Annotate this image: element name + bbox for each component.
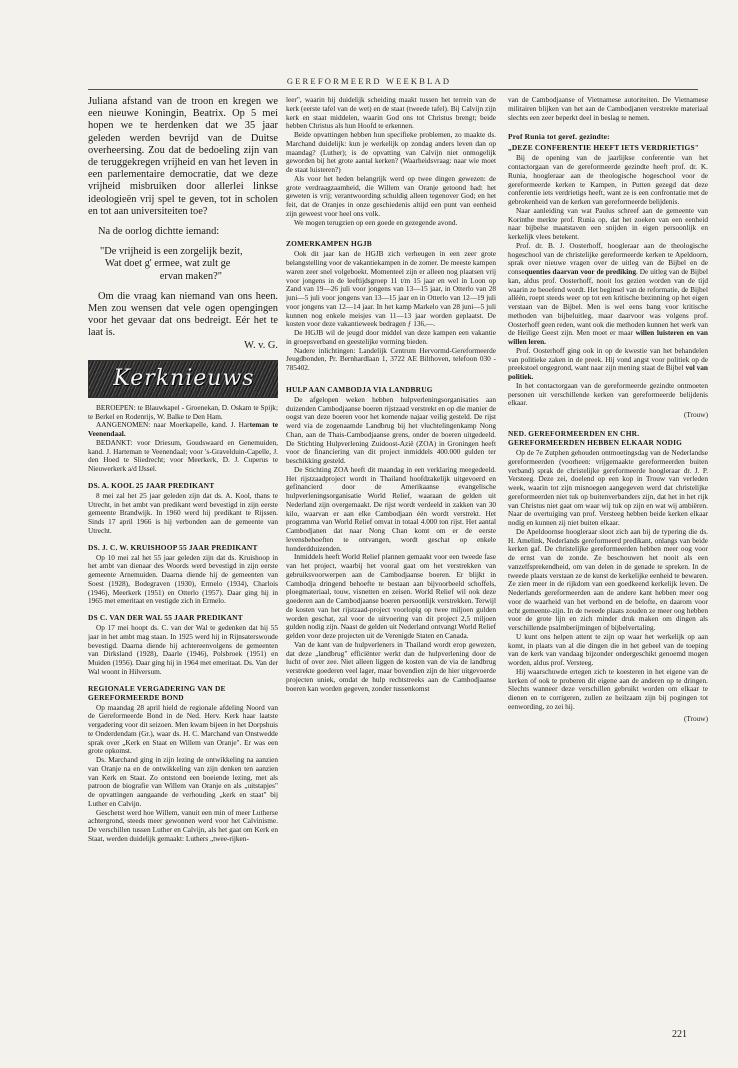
article-paragraph: 8 mei zal het 25 jaar geleden zijn dat ds. A. Kool, thans te Utrecht, in het ambt van predikant werd bevestigd in zijn eerste gemeente Brandwijk. In 1960 werd hij predikant te Rijssen. Sinds 17 april 1966 is hij verbonden aan de gemeente van Utrecht. bbox=[88, 490, 278, 535]
news-item bbox=[88, 421, 278, 439]
news-item: BEROEPEN: te Blauwkapel - Groenekan, D. Oskam te Spijk; te Berkel en Rodenrijs, W. Balke te Den Ham. bbox=[88, 402, 278, 421]
section-heading: REGIONALE VERGADERING VAN DE GEREFORMEERDE BOND bbox=[88, 683, 226, 702]
article-paragraph: Van de kant van de hulpverleners in Thailand wordt erop gewezen, dat deze „landbrug" efficiënter werkt dan de hulpverlening door de lucht of over zee. Niet alleen liggen de kosten van de via de landbrug verstrekte goederen veel lager, maar bovendien zijn de hier uitgevoerde projecten uniek, omdat de hulp rechtstreeks aan de Cambodjaanse boeren kan worden gegeven, zonder tussenkomst bbox=[286, 639, 496, 693]
article-paragraph: Ook dit jaar kan de HGJB zich verheugen in een zeer grote belangstelling voor de vakantiekampen in de zomer. De meeste kampen waren zeer snel volgeboekt. Momenteel zijn er alleen nog plaatsen vrij voor jongens in de leeftijdsgroep 11 t/m 15 jaar en wel in Loon op Zand van 19—26 juli voor jongens van 13—15 jaar, in Otterlo van 28 juni—5 juli voor jongens van 13—15 jaar en in Otterlo van 12—19 juli voor jongens van 12—14 jaar. In het kamp Markelo van 28 juni—5 juli kunnen nog enkele meisjes van 11—13 jaar worden geplaatst. De kosten voor deze vakantieweek bedragen ƒ 136,—. bbox=[286, 249, 496, 329]
section-heading: DS C. VAN DER WAL 55 JAAR PREDIKANT bbox=[88, 613, 243, 623]
article-paragraph: Naar aanleiding van wat Paulus schreef aan de gemeente van Korinthe merkte prof. Runia op, dat het zoeken van een eenheid naar bijbelse maatstaven een snijden in eigen persoonlijk en kerkelijk vlees betekent. bbox=[508, 205, 708, 241]
source-credit: (Trouw) bbox=[683, 410, 708, 419]
article-paragraph bbox=[508, 347, 708, 382]
page-number: 221 bbox=[672, 1029, 687, 1040]
section-heading: ZOMERKAMPEN HGJB bbox=[286, 239, 372, 249]
source-credit: (Trouw) bbox=[683, 713, 708, 723]
article-paragraph: U kunt ons helpen attent te zijn op waar het werkelijk op aan komt, in plaats van al die dingen die in het gebeel van de toeping van de kerk van vandaag bijzonder ondergeschikt genoemd mogen worden, aldus prof. Versteeg. bbox=[508, 631, 708, 667]
article-paragraph: De Stichting ZOA heeft dit maandag in een verklaring meegedeeld. Het rijstzaadproject wordt in Thailand hoofdzakelijk uitgevoerd en gefinancierd door de Amerikaanse evangelische hulpverleningsorganisatie World Relief, waaraan de gelden uit Nederland zijn overgemaakt. De rijst wordt verdeeld in zakken van 30 kilo, waarvan er aan elke Cambodjaan één wordt verstrekt. Het programma van World Relief omvat in totaal 4.000 ton rijst. Het aantal Cambodjanen dat naar Nong Chan komt om er de eerste levensbehoeften te ontvangen, wordt geschat op enkele honderdduizenden. bbox=[286, 464, 496, 553]
article-paragraph: leer", waarin hij duidelijk scheiding maakt tussen het terrein van de kerk (eerste tafel van de wet) en de staat (tweede tafel). Bij Calvijn zijn kerk en staat middelen, waarin God ons tot Christus brengt; beide hebben Christus als hun Hoofd te erkennen. bbox=[286, 96, 496, 131]
article-paragraph: Op 10 mei zal het 55 jaar geleden zijn dat ds. Kruishoop in het ambt van dienaar des Woords werd bevestigd in zijn eerste gemeente Arnemuiden. Daarna diende hij de gemeenten van Soest (1928), Bodegraven (1930), Ermelo (1934), Charlois (1946), Meerkerk (1951) en Otterlo (1957). Daar ging hij in 1965 met emeritaat en vestigde zich in Ermelo. bbox=[88, 552, 278, 606]
column-3 bbox=[508, 96, 708, 1021]
banner-title: Kerknieuws bbox=[113, 365, 255, 391]
article-text-bold: quenties daarvan voor de prediking bbox=[524, 267, 636, 276]
article-paragraph: Nadere inlichtingen: Landelijk Centrum Hervormd-Gereformeerde Jeugdbonden, Pr. Bernhardlaan 1, 3722 AE Bilthoven, telefoon 030 - 785402. bbox=[286, 345, 496, 372]
article-paragraph: Op de 7e Zutphen gehouden ontmoetingsdag van de Nederlandse gereformeerden (voorheen: vrijgemaakte gereformeerden buiten verband) sprak de christelijke gereformeerde hoogleraar dr. J. P. Versteeg. Deze zei, doelend op een kop in Trouw van verleden week, waarin tot zijn misnoegen aangegeven werd dat christelijke gereformeerden niet tuk op buitenverbanders zijn, dat het in het rijk van Christus niet gaat om waar wij tuk op zijn en wat wij ambiëren. Naar de overtuiging van prof. Versteeg hebben beide kerken elkaar nodig en kunnen zij niet buiten elkaar. bbox=[508, 448, 708, 527]
article-paragraph: Hij waarschuwde ertegen zich te koesteren in het eigene van de kerken of ook te proberen dit eigene aan de anderen op te dringen. Slechts wanneer deze verschillen gebruikt worden om elkaar te dienen en te corrigeren, zullen ze heilzaam zijn bij pogingen tot eenwording, zo zei hij. bbox=[508, 666, 708, 711]
column-1 bbox=[88, 96, 278, 1026]
news-item: BEDANKT: voor Driesum, Goudswaard en Genemuiden, kand. J. Harteman te Veenendaal; voor 's-Gravelduin-Capelle, J. den Hoed te Sliedrecht; voor Meerkerk, D. J. Cuperus te Nieuwerkerk a/d IJssel. bbox=[88, 437, 278, 474]
section-heading: NED. GEREFORMEERDEN EN CHR. GEREFORMEERDEN HEBBEN ELKAAR NODIG bbox=[508, 429, 683, 447]
article-paragraph: Als voor het heden belangrijk werd op twee dingen gewezen: de grote verdraagzaamheid, die Willem van Oranje getoond had: het geweten is vrij; verantwoording schuldig alleen tegenover God; en het feit, dat de Oranjes in onze geschiedenis altijd een punt van eenheid zijn geweest voor heel ons volk. bbox=[286, 173, 496, 218]
article-text: . De uitleg van de Bijbel kan, aldus prof. Oosterhoff, nooit los gezien worden van de tijd waarin ze beoefend wordt. Het beginsel van de reformatie, de Bijbel alléén, roept steeds weer op tot een kritische bezinning op het eigen verstaan van de Bijbel. Men is wel eens bang voor kritische methoden van bijbeluitleg, maar daarvoor was volgens prof. Oosterhoff geen reden, want ook die methoden kunnen het werk van de Heilige Geest zijn. Men moet er maar bbox=[508, 267, 708, 338]
news-text: AANGENOMEN: naar Moerkapelle, kand. J. Har bbox=[96, 420, 250, 430]
article-text: Prof. Oosterhoff ging ook in op de kwestie van het behandelen van politieke zaken in de preek. Hij vond angst voor politiek op de preekstoel ongegrond, want naar zijn mening staat de Bijbel bbox=[508, 345, 708, 373]
article-paragraph: De Apeldoornse hoogleraar sloot zich aan bij de typering die ds. H. Amelink, Nederlands gereformeerd predikant, onlangs van beide kerken gaf. De christelijke gereformeerden hebben meer oog voor de ernst van de zonde. Ze beschouwen het nooit als een vanzelfsprekendheid, om van delen in de genade te spreken. In de tweede plaats verstaan ze de kunst de kerkelijke eenheid te bewaren. Ze zien meer in de rijkdom van een goedkeend kerkelijk leven. De Nederlands gereformeerden aan de andere kant hebben meer oog voor de waarheid van het verbond en de belofte, en daarom voor echt gemeente-zijn. In de tweede plaats zouden ze meer oog hebben voor de grote lijn en zich minder druk maken om dingen als verschillende psalmberijmingen of bijbelvertaling. bbox=[508, 526, 708, 632]
article-text: Prof. dr. B. J. Oosterhoff, hoogleraar aan de theologische hogeschool van de christelijke gereformeerde kerken te Apeldoorn, sprak over nieuwe vragen over de uitleg van de Bijbel en de conse bbox=[508, 240, 708, 276]
poem-line: "De vrijheid is een zorgelijk bezit, bbox=[100, 246, 243, 258]
news-text-bold: teman te Veenendaal. bbox=[88, 420, 278, 439]
kerknieuws-banner bbox=[88, 360, 278, 398]
article-paragraph: We mogen terugzien op een goede en gezegende avond. bbox=[294, 217, 458, 227]
article-paragraph: van de Cambodjaanse of Vietnamese autoriteiten. De Vietnamese militairen blijken van het aan de Cambodjanen verstrekte materiaal slechts een zeer beperkt deel in beslag te nemen. bbox=[508, 96, 708, 122]
article-paragraph: Bij de opening van de jaarlijkse conferentie van het contactorgaan van de gereformeerde gezindte heeft prof. dr. K. Runia, hoogleraar aan de theologische hogeschool voor de gereformeerde kerken te Kampen, in Putten gezegd dat deze conferentie iets verdrietigs heeft, want ze is een confrontatie met de gebrokenheid van de kerken van gereformeerde belijdenis. bbox=[508, 153, 708, 206]
editorial-signature: W. v. G. bbox=[244, 339, 278, 351]
column-2 bbox=[286, 96, 496, 1026]
article-kicker: Prof Runia tot geref. gezindte: bbox=[508, 132, 610, 142]
header-rule bbox=[88, 89, 698, 90]
article-paragraph: Inmiddels heeft World Relief plannen gemaakt voor een tweede fase van het project, waarbij het vooral gaat om het verstrekken van gebruiksvoorwerpen aan de Cambodjaanse boeren. Er blijkt in Cambodja dringend behoefte te bestaan aan bijvoorbeeld schoffels, ploegmateriaal, touw, visnetten en zeisen. World Relief wil ook deze goederen aan de Cambodjaanse boeren persoonlijk verstrekken. Terwijl de kosten van het rijstzaad-project voorlopig op twee miljoen gulden worden geschat, zal voor de uitvoering van dit project 2,5 miljoen gulden nodig zijn. Naast de gelden uit Nederland ontvangt World Relief gelden voor deze projecten uit de Verenigde Staten en Canada. bbox=[286, 552, 496, 640]
article-paragraph: In het contactorgaan van de gereformeerde gezindte ontmoeten personen uit verschillende kerken van gereformeerde belijdenis elkaar. bbox=[508, 380, 708, 408]
editorial-paragraph: Juliana afstand van de troon en kregen we een nieuwe Koningin, Beatrix. Op 5 mei hopen we te herdenken dat we 35 jaar geleden werden bevrijd van de Duitse overheersing. Zou dat de bedoeling zijn van de teruggekregen vrijheid en van het leven in een parlementaire democratie, dat we deze vrijheid misbruiken door allerlei linkse ideologieën vrij spel te geven, tot in scholen en tot aan universiteiten toe? bbox=[88, 96, 278, 217]
article-text-bold: vol van politiek. bbox=[508, 363, 708, 381]
article-paragraph bbox=[508, 242, 708, 347]
article-paragraph: Op 17 mei hoopt ds. C. van der Wal te gedenken dat hij 55 jaar in het ambt mag staan. In 1925 werd hij in Rijnsaterswoude bevestigd. Daarna diende hij achtereenvolgens de gemeenten van Dirksland (1928), Daarle (1946), Polsbroek (1951) en Muiden (1956). Daar ging hij in 1964 met emeritaat. Ds. Van der Wal woont in Hilversum. bbox=[88, 623, 278, 676]
poem-line: ervan maken?" bbox=[100, 270, 222, 282]
poem-line: Wat doet g' ermee, wat zult ge bbox=[100, 258, 231, 270]
article-paragraph: De HGJB wil de jeugd door middel van deze kampen een vakantie in groepsverband en geestelijke vorming bieden. bbox=[286, 328, 496, 346]
editorial-paragraph bbox=[88, 291, 278, 352]
section-heading: HULP AAN CAMBODJA VIA LANDBRUG bbox=[286, 384, 433, 394]
article-paragraph: De afgelopen weken hebben hulpverleningsorganisaties aan duizenden Cambodjaanse boeren rijstzaad verstrekt en op die manier de oogst van deze boeren voor het komende najaar veilig gesteld. De rijst werd via de zogenaamde Landbrug bij het vluchtelingenkamp Nong Chan, aan de Thais-Cambodjaanse grens, onder de boeren uitgedeeld. De Stichting Hulpverlening Zuidoost-Azië (ZOA) in Groningen heeft voor de financiering van dit project inmiddels 400.000 gulden ter beschikking gesteld. bbox=[286, 394, 496, 465]
editorial-text: Om die vraag kan niemand van ons heen. Men zou wensen dat vele ogen opengingen voor het gevaar dat ons bedreigt. Eér het te laat is. bbox=[88, 290, 278, 339]
section-heading: „DEZE CONFERENTIE HEEFT IETS VERDRIETIGS" bbox=[508, 143, 700, 153]
section-heading: DS. A. KOOL 25 JAAR PREDIKANT bbox=[88, 480, 215, 490]
running-header: GEREFORMEERD WEEKBLAD bbox=[286, 76, 452, 86]
article-text-bold: willen luisteren en van willen leren. bbox=[508, 328, 708, 346]
article-paragraph: Geschetst werd hoe Willem, vanuit een min of meer Lutherse achtergrond, steeds meer gewonnen werd voor het Calvinisme. De verschillen tussen Luther en Calvijn, als het gaat om Kerk en Staat, werden duidelijk gemaakt: Luthers „twee-rijken- bbox=[88, 807, 278, 843]
poem-quote bbox=[100, 246, 278, 283]
section-heading: DS. J. C. W. KRUISHOOP 55 JAAR PREDIKANT bbox=[88, 542, 258, 552]
article-paragraph: Beide opvattingen hebben hun specifieke problemen, zo maakte ds. Marchand duidelijk: kun je werkelijk op zondag anders leven dan op maandag? (Luther); is de opvatting van Calvijn niet onmogelijk geworden bij het grote aantal kerken? (Waarheidsvraag: naar wie moet de staat luisteren?) bbox=[286, 130, 496, 174]
article-paragraph: Op maandag 28 april hield de regionale afdeling Noord van de Gereformeerde Bond in de Ned. Herv. Kerk haar laatste vergadering voor dit seizoen. Men kwam bijeen in het Dorpshuis te Onderdendam (Gr.), waar ds. H. C. Marchand van Onstwedde sprak over „Kerk en Staat en Willem van Oranje". Er was een grote opkomst. bbox=[88, 702, 278, 756]
editorial-paragraph: Na de oorlog dichtte iemand: bbox=[98, 226, 220, 238]
article-paragraph: Ds. Marchand ging in zijn lezing de ontwikkeling na aanzien van Oranje na en de ontwikkeling van zijn denken ten aanzien van Kerk en Staat. Zo ontstond een boeiende lezing, met als patroon de biografie van Willem van Oranje en als „uitstapjes" de opvattingen aangaande de verhouding „kerk en staat" bij Luther en Calvijn. bbox=[88, 755, 278, 808]
